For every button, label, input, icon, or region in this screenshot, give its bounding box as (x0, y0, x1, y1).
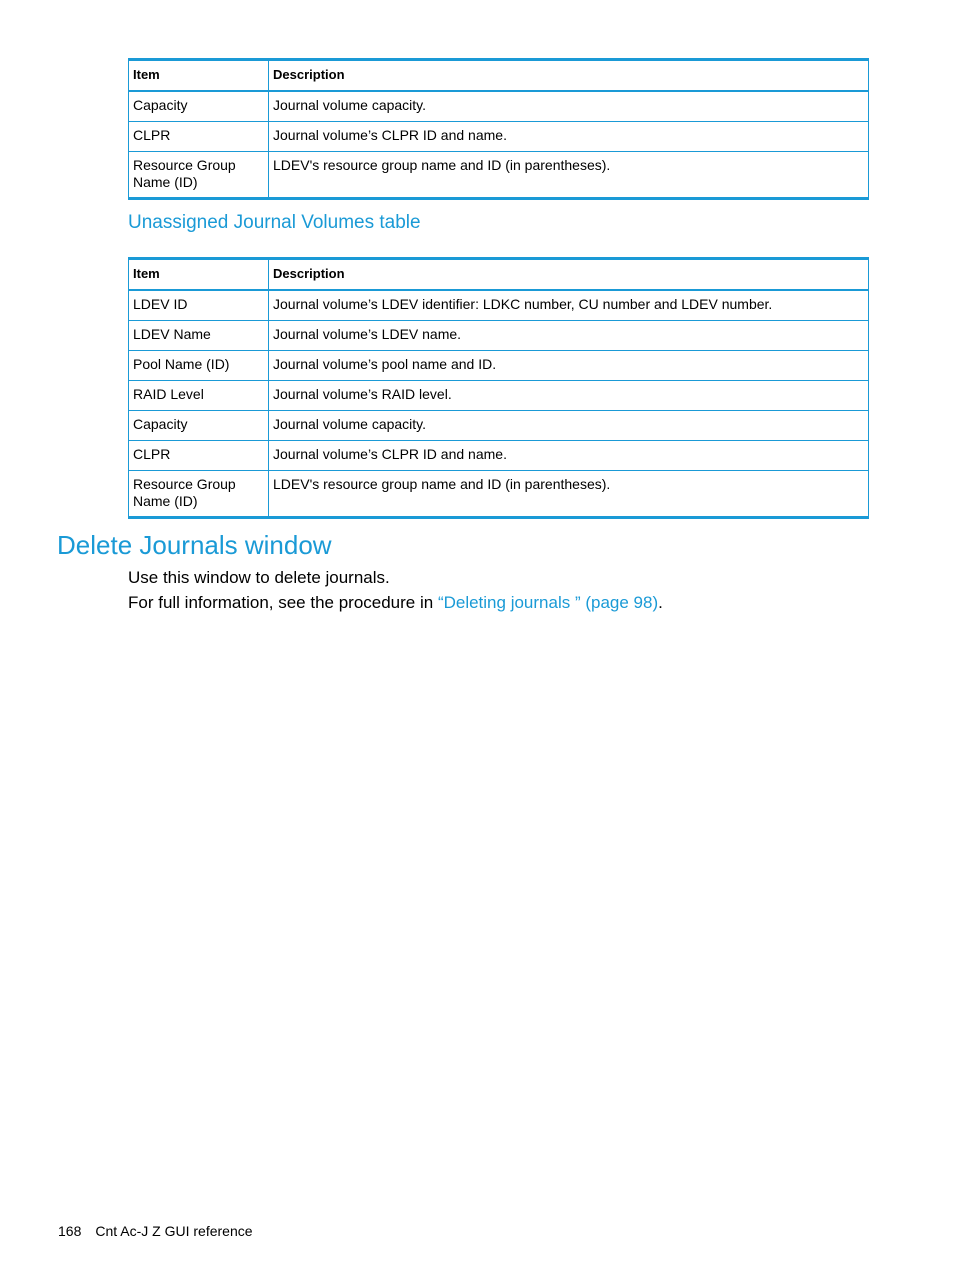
description-cell: LDEV's resource group name and ID (in parentheses). (269, 152, 869, 199)
page-heading: Delete Journals window (57, 530, 332, 560)
item-cell: Pool Name (ID) (129, 351, 269, 381)
item-cell: CLPR (129, 122, 269, 152)
item-cell: Resource Group Name (ID) (129, 152, 269, 199)
item-cell: LDEV Name (129, 321, 269, 351)
item-cell: RAID Level (129, 381, 269, 411)
table-row (129, 471, 869, 518)
column-header-item: Item (129, 259, 269, 291)
column-header-description: Description (269, 60, 869, 92)
description-cell: Journal volume’s pool name and ID. (269, 351, 869, 381)
page-footer (58, 1223, 253, 1239)
item-cell: Resource Group Name (ID) (129, 471, 269, 518)
item-description-table-1 (128, 58, 869, 200)
reference-suffix: . (658, 593, 663, 612)
intro-paragraph: Use this window to delete journals. (128, 568, 390, 587)
table-row (129, 441, 869, 471)
description-cell: Journal volume’s LDEV identifier: LDKC number, CU number and LDEV number. (269, 290, 869, 321)
table-row (129, 321, 869, 351)
description-cell: Journal volume capacity. (269, 411, 869, 441)
description-cell: Journal volume’s LDEV name. (269, 321, 869, 351)
table-header-row (129, 60, 869, 92)
description-cell: Journal volume capacity. (269, 91, 869, 122)
table-row (129, 381, 869, 411)
description-cell: Journal volume’s RAID level. (269, 381, 869, 411)
reference-paragraph (128, 593, 663, 613)
unassigned-journal-volumes-table (128, 257, 869, 519)
description-cell: Journal volume’s CLPR ID and name. (269, 441, 869, 471)
table-row (129, 351, 869, 381)
column-header-item: Item (129, 60, 269, 92)
table-row (129, 91, 869, 122)
description-cell: Journal volume’s CLPR ID and name. (269, 122, 869, 152)
table-row (129, 122, 869, 152)
item-cell: LDEV ID (129, 290, 269, 321)
footer-title: Cnt Ac-J Z GUI reference (95, 1223, 253, 1239)
table-row (129, 290, 869, 321)
item-cell: Capacity (129, 91, 269, 122)
reference-prefix: For full information, see the procedure in (128, 593, 438, 612)
page-number: 168 (58, 1223, 82, 1239)
item-cell: Capacity (129, 411, 269, 441)
table-row (129, 411, 869, 441)
table-row (129, 152, 869, 199)
column-header-description: Description (269, 259, 869, 291)
table-header-row (129, 259, 869, 291)
item-cell: CLPR (129, 441, 269, 471)
section-title: Unassigned Journal Volumes table (128, 212, 421, 233)
deleting-journals-link[interactable]: “Deleting journals ” (page 98) (437, 593, 659, 612)
description-cell: LDEV's resource group name and ID (in parentheses). (269, 471, 869, 518)
